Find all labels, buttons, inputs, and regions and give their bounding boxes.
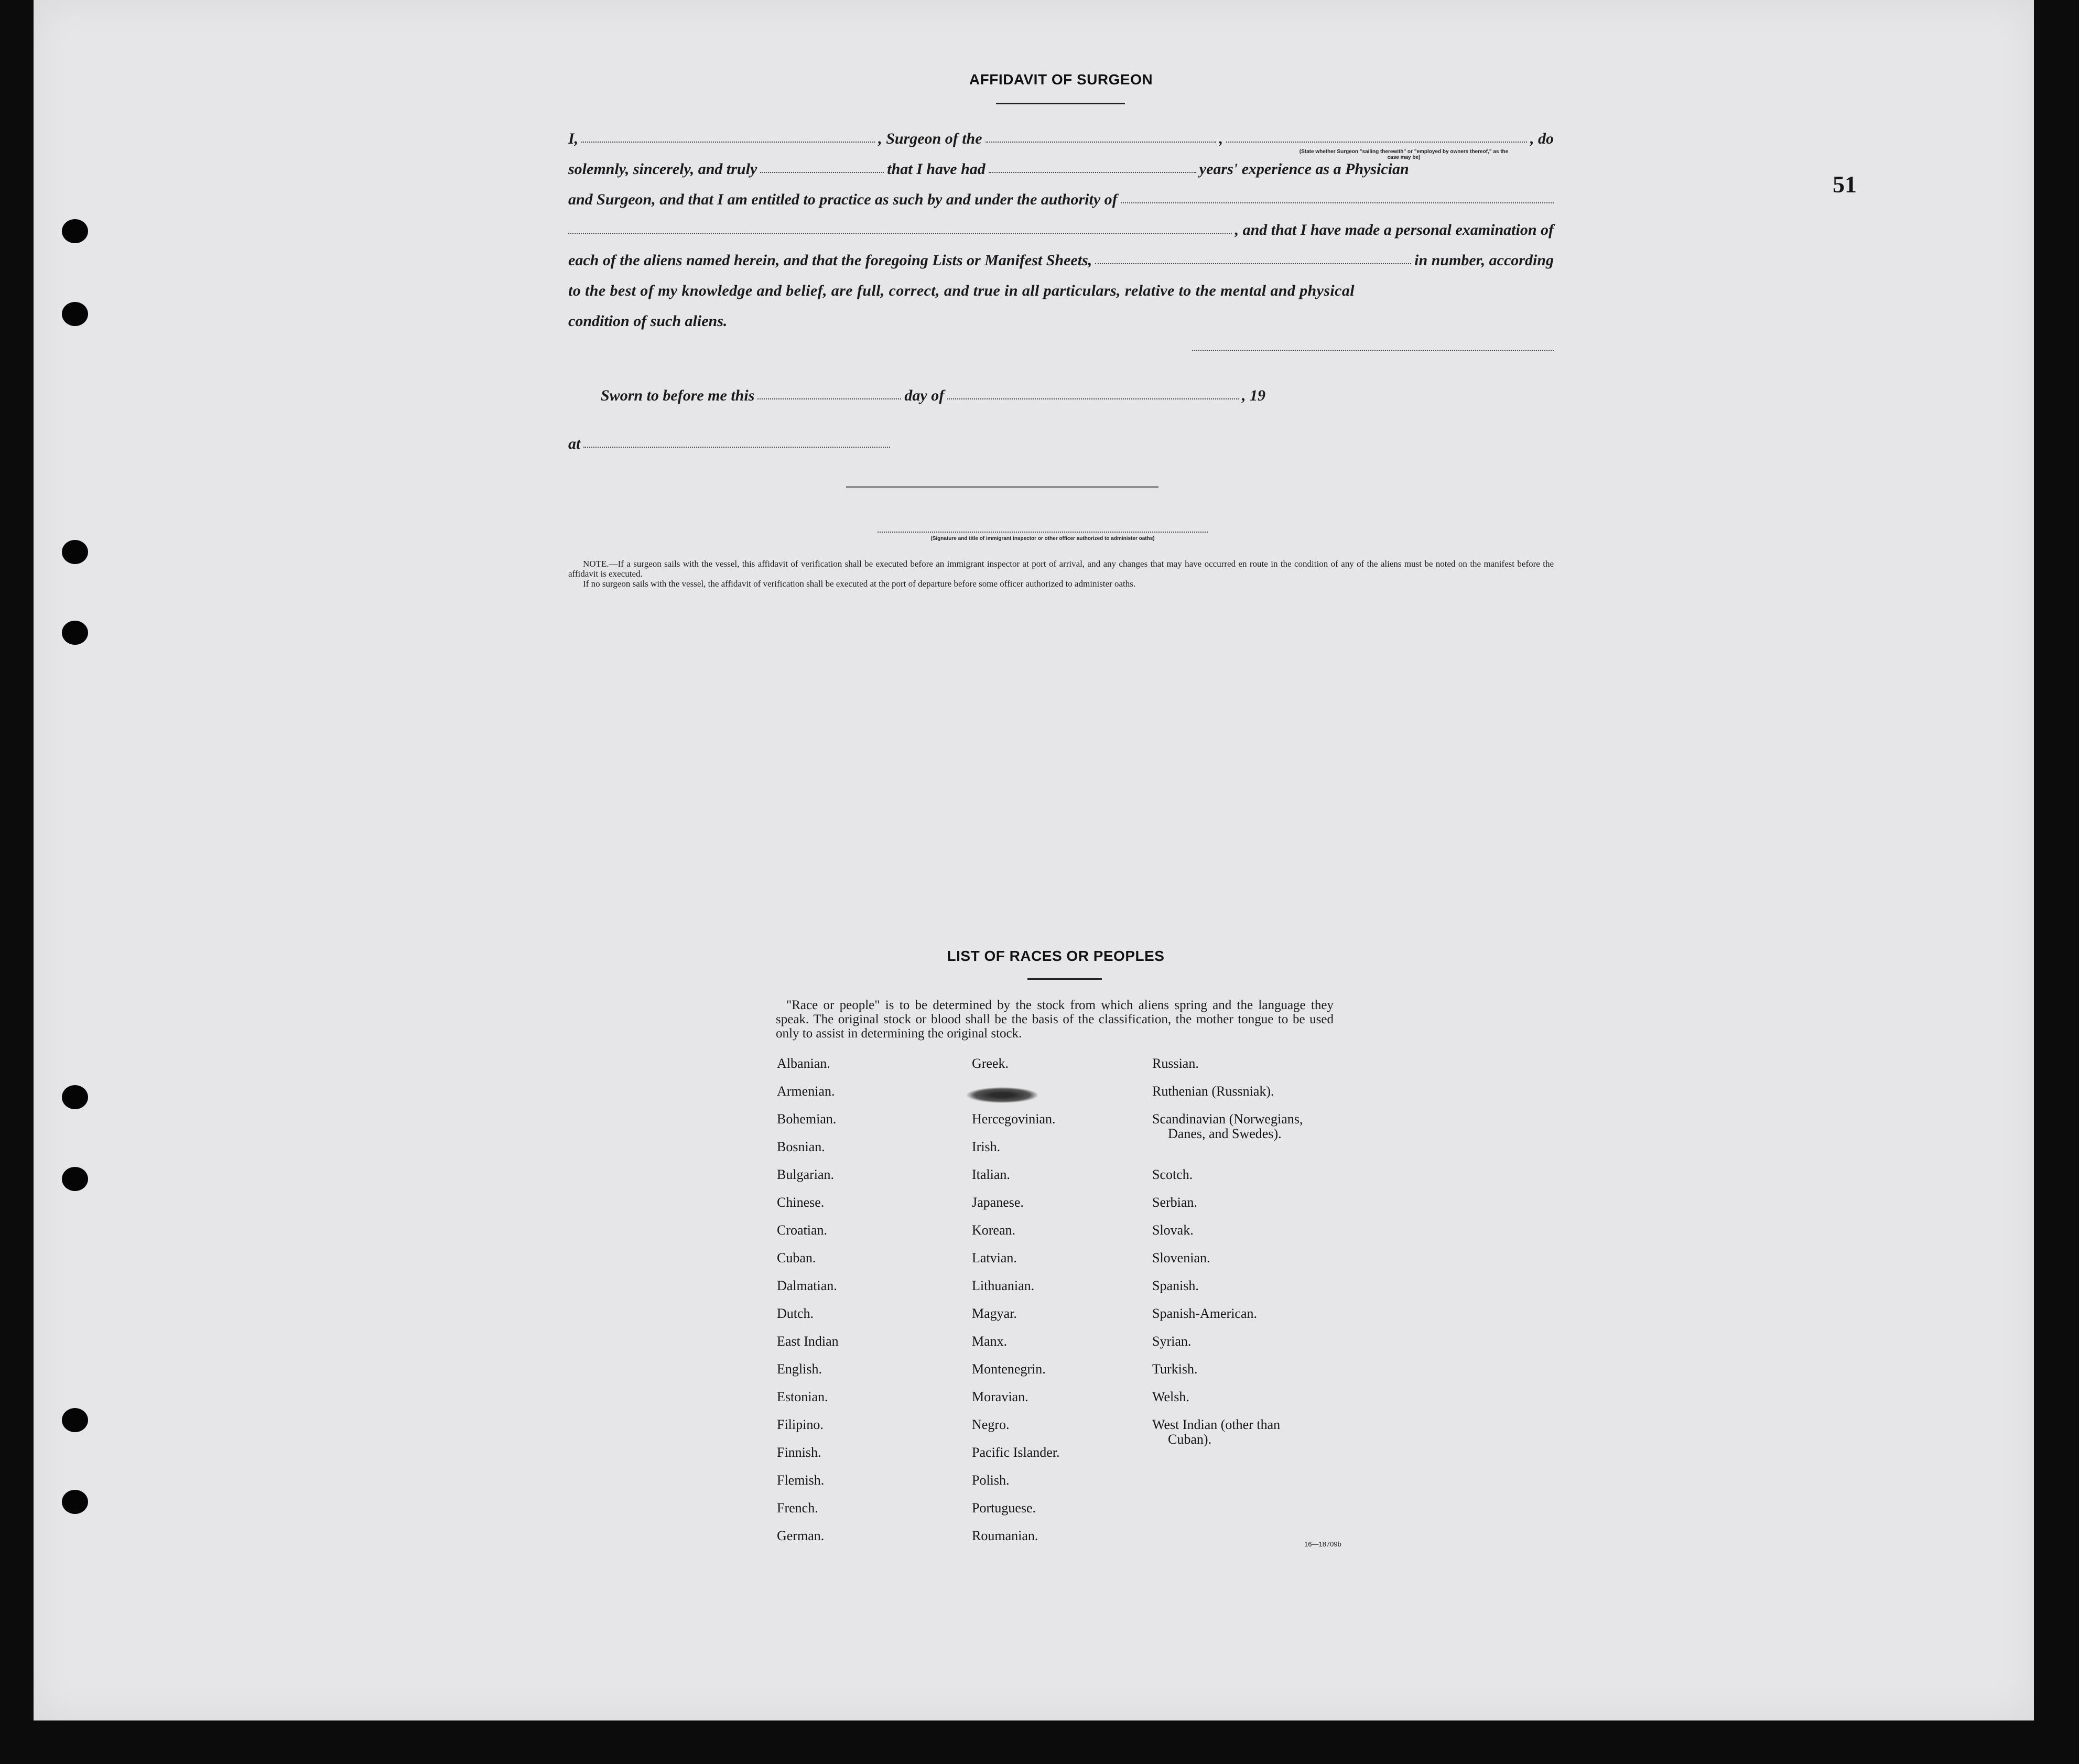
race-item: Bosnian. — [777, 1139, 825, 1154]
page-number: 51 — [1833, 171, 1857, 198]
authority-blank — [1121, 202, 1554, 203]
text-have-had: that I have had — [887, 160, 986, 178]
affidavit-line-3 — [568, 182, 1554, 209]
race-item: Welsh. — [1152, 1389, 1189, 1404]
race-item: Finnish. — [777, 1445, 821, 1460]
binder-hole — [62, 1085, 88, 1109]
race-item: Filipino. — [777, 1417, 824, 1432]
race-item: Russian. — [1152, 1056, 1199, 1071]
races-title: LIST OF RACES OR PEOPLES — [947, 948, 1165, 964]
text-examination: , and that I have made a personal examination of — [1235, 221, 1554, 239]
race-item: Pacific Islander. — [972, 1445, 1060, 1460]
surgeon-name-blank — [581, 142, 875, 143]
officer-title-line — [878, 532, 1208, 533]
sheets-number-blank — [1095, 263, 1411, 264]
sworn-line — [568, 378, 1265, 405]
race-item: West Indian (other than — [1152, 1417, 1281, 1432]
text-i: I, — [568, 130, 579, 147]
binder-hole — [62, 302, 88, 326]
race-item: Portuguese. — [972, 1500, 1036, 1516]
race-item: Magyar. — [972, 1306, 1017, 1321]
race-item: Serbian. — [1152, 1195, 1197, 1210]
affidavit-line-7 — [568, 304, 1554, 330]
race-item: Chinese. — [777, 1195, 825, 1210]
at-line — [568, 427, 893, 453]
race-item: Korean. — [972, 1222, 1016, 1238]
oath-type-blank — [760, 172, 884, 173]
race-item: Slovak. — [1152, 1222, 1194, 1238]
race-item: Japanese. — [972, 1195, 1024, 1210]
race-item: Irish. — [972, 1139, 1001, 1154]
race-item: Manx. — [972, 1334, 1008, 1349]
text-years-experience: years' experience as a Physician — [1199, 160, 1409, 178]
document-page — [34, 0, 2034, 1720]
race-item: Bohemian. — [777, 1111, 837, 1127]
race-item: Greek. — [972, 1056, 1009, 1071]
race-item: Bulgarian. — [777, 1167, 835, 1182]
race-item: Scandinavian (Norwegians, — [1152, 1111, 1303, 1127]
text-in-number: in number, according — [1414, 252, 1554, 269]
affidavit-line-2 — [568, 152, 1554, 178]
text-comma: , — [1219, 130, 1223, 147]
races-title-underline — [1027, 978, 1102, 980]
race-item: Moravian. — [972, 1389, 1028, 1404]
race-item: Dutch. — [777, 1306, 814, 1321]
text-do: , do — [1530, 130, 1554, 147]
authority-continued-blank — [568, 233, 1232, 234]
affidavit-line-4 — [568, 213, 1554, 239]
binder-hole — [62, 621, 88, 645]
affidavit-line-6 — [568, 274, 1554, 300]
race-item: Spanish-American. — [1152, 1306, 1258, 1321]
race-item: English. — [777, 1361, 822, 1377]
race-item: Croatian. — [777, 1222, 828, 1238]
sworn-month-blank — [947, 398, 1239, 399]
race-item: Flemish. — [777, 1473, 825, 1488]
affidavit-line-5 — [568, 243, 1554, 269]
race-item: Cuban. — [777, 1250, 816, 1265]
text-knowledge: to the best of my knowledge and belief, are full, correct, and true in all particulars, relative to the mental and physical — [568, 282, 1355, 299]
text-sworn: Sworn to before me this — [601, 387, 755, 404]
race-item: Slovenian. — [1152, 1250, 1210, 1265]
binder-hole — [62, 540, 88, 564]
race-item: Hercegovinian. — [972, 1111, 1056, 1127]
text-foregoing-lists: each of the aliens named herein, and that the foregoing Lists or Manifest Sheets, — [568, 252, 1092, 269]
races-intro: "Race or people" is to be determined by the stock from which aliens spring and the language they speak. The original stock or blood shall be the basis of the classification, the mother tongue to be used only to assist in determining the original stock. — [776, 998, 1334, 1041]
race-item: Latvian. — [972, 1250, 1017, 1265]
race-item: Dalmatian. — [777, 1278, 837, 1293]
text-at: at — [568, 435, 581, 452]
surgeon-signature-line — [1192, 350, 1554, 351]
surgeon-type-note: (State whether Surgeon "sailing therewith" or "employed by owners thereof," as the case may be) — [1299, 149, 1509, 160]
sworn-day-blank — [757, 398, 901, 399]
text-nineteen: , 19 — [1242, 387, 1265, 404]
note-paragraph-2: If no surgeon sails with the vessel, the affidavit of verification shall be executed at the port of departure before some officer authorized to administer oaths. — [583, 579, 1136, 589]
years-experience-blank — [989, 172, 1196, 173]
ink-smudge — [967, 1087, 1038, 1103]
vessel-name-blank — [986, 142, 1216, 143]
text-authority: and Surgeon, and that I am entitled to practice as such by and under the authority of — [568, 191, 1118, 208]
race-item: Armenian. — [777, 1084, 835, 1099]
race-item: Ruthenian (Russniak). — [1152, 1084, 1274, 1099]
form-code: 16—18709b — [1304, 1540, 1341, 1548]
race-item: Cuban). — [1168, 1432, 1212, 1447]
signature-caption: (Signature and title of immigrant inspector or other officer authorized to administer oaths) — [930, 536, 1155, 542]
race-item: East Indian — [777, 1334, 839, 1349]
race-item: Montenegrin. — [972, 1361, 1046, 1377]
note-paragraph-1: NOTE.—If a surgeon sails with the vessel, this affidavit of verification shall be executed before an immigrant inspector at port of arrival, and any changes that may have occurred en route in the condition of any of the aliens must be noted on the manifest before the affidavit is executed. — [568, 559, 1554, 579]
race-item: Negro. — [972, 1417, 1010, 1432]
affidavit-title: AFFIDAVIT OF SURGEON — [969, 71, 1153, 88]
text-day-of: day of — [904, 387, 945, 404]
affidavit-line-1 — [568, 122, 1554, 148]
officer-signature-line — [846, 486, 1158, 488]
binder-hole — [62, 1408, 88, 1432]
race-item: Polish. — [972, 1473, 1010, 1488]
race-item: Syrian. — [1152, 1334, 1192, 1349]
race-item: Lithuanian. — [972, 1278, 1035, 1293]
text-solemnly: solemnly, sincerely, and truly — [568, 160, 757, 178]
race-item: French. — [777, 1500, 818, 1516]
place-blank — [583, 447, 890, 448]
race-item: Roumanian. — [972, 1528, 1038, 1543]
race-item: Danes, and Swedes). — [1168, 1126, 1282, 1141]
binder-hole — [62, 1490, 88, 1514]
title-underline — [996, 103, 1125, 104]
race-item: German. — [777, 1528, 825, 1543]
race-item: Scotch. — [1152, 1167, 1193, 1182]
text-condition: condition of such aliens. — [568, 312, 728, 330]
race-item: Estonian. — [777, 1389, 828, 1404]
race-item: Turkish. — [1152, 1361, 1198, 1377]
race-item: Albanian. — [777, 1056, 830, 1071]
binder-hole — [62, 219, 88, 243]
affidavit-note — [568, 559, 1554, 589]
race-item: Spanish. — [1152, 1278, 1199, 1293]
race-item: Italian. — [972, 1167, 1010, 1182]
surgeon-type-blank — [1226, 142, 1527, 143]
text-surgeon-of: , Surgeon of the — [878, 130, 982, 147]
binder-hole — [62, 1167, 88, 1191]
